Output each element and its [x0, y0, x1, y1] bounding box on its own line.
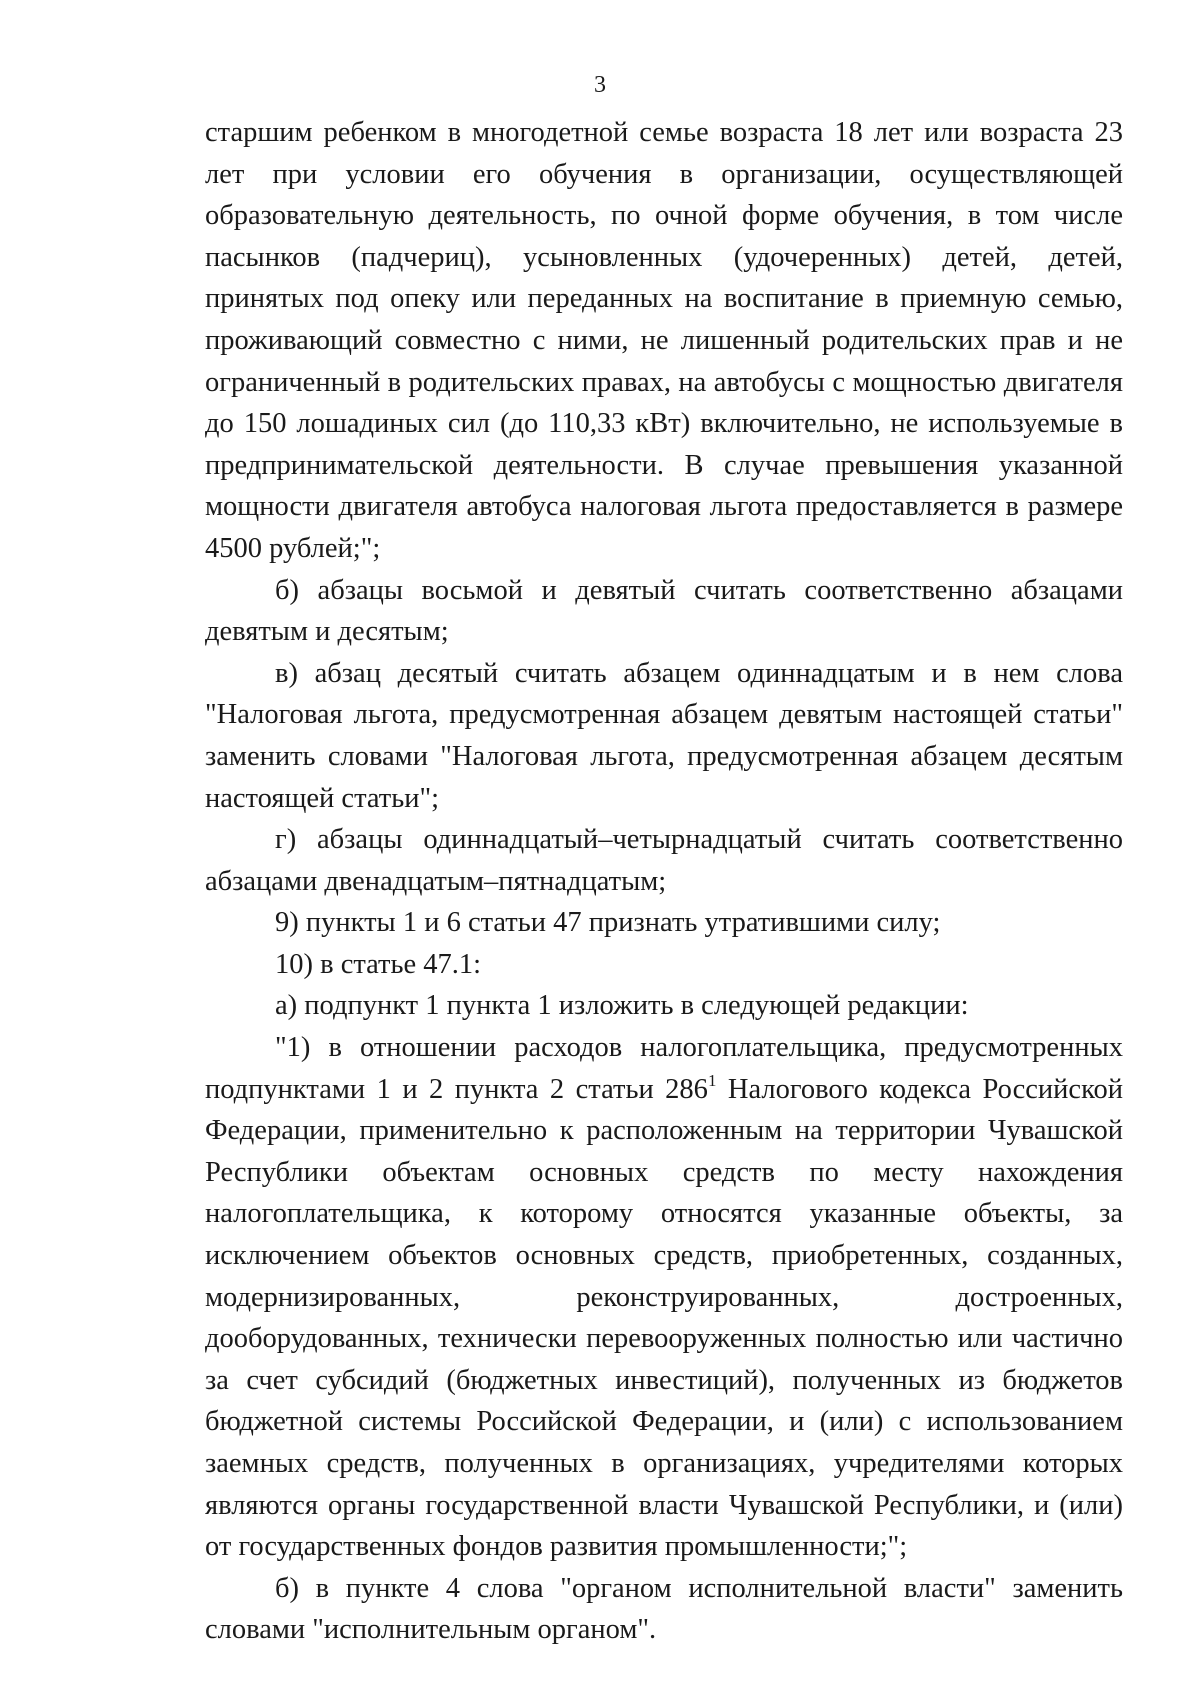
superscript-marker: 1	[707, 1070, 717, 1090]
paragraph-item-10: 10) в статье 47.1:	[275, 948, 482, 980]
paragraph-v-amend: в) абзац десятый считать абзацем одиннадцатым и в нем слова "Налоговая льгота, предусмотренная абзацем девятым настоящей статьи" заменить словами "Налоговая льгота, предусмотренная абзацем десятым настоящей статьи";	[205, 657, 1123, 814]
quoted-text-before: "1) в отношении расходов налогоплательщика, предусмотренных подпунктами 1 и 2 пункта 2 статьи 286	[205, 1032, 1123, 1105]
page-number: 3	[594, 72, 606, 98]
paragraph-item-9: 9) пункты 1 и 6 статьи 47 признать утратившими силу;	[275, 907, 941, 939]
paragraph-quoted-subitem-1	[205, 1027, 1123, 1568]
paragraph-b-renumber: б) абзацы восьмой и девятый считать соответственно абзацами девятым и десятым;	[205, 574, 1123, 648]
document-body	[205, 112, 1123, 1651]
paragraph-g-renumber: г) абзацы одиннадцатый–четырнадцатый считать соответственно абзацами двенадцатым–пятнадцатым;	[205, 824, 1123, 897]
paragraph-b-point-4: б) в пункте 4 слова "органом исполнительной власти" заменить словами "исполнительным органом".	[205, 1572, 1123, 1646]
paragraph-a-subitem: а) подпункт 1 пункта 1 изложить в следующей редакции:	[275, 990, 969, 1022]
quoted-text-after: Налогового кодекса Российской Федерации, применительно к расположенным на территории Чувашской Республики объектам основных средств по месту нахождения налогоплательщика, к которому относятся указанные объекты, за исключением объектов основных средств, приобретенных, созданных, модернизированных, реконструированных, достроенных, дооборудованных, технически перевооруженных полностью или частично за счет субсидий (бюджетных инвестиций), полученных из бюджетов бюджетной системы Российской Федерации, и (или) с использованием заемных средств, полученных в организациях, учредителями которых являются органы государственной власти Чувашской Республики, и (или) от государственных фондов развития промышленности;";	[205, 1073, 1123, 1563]
paragraph-continuation: старшим ребенком в многодетной семье возраста 18 лет или возраста 23 лет при условии его обучения в организации, осуществляющей образовательную деятельность, по очной форме обучения, в том числе пасынков (падчериц), усыновленных (удочеренных) детей, детей, принятых под опеку или переданных на воспитание в приемную семью, проживающий совместно с ними, не лишенный родительских прав и не ограниченный в родительских правах, на автобусы с мощностью двигателя до 150 лошадиных сил (до 110,33 кВт) включительно, не используемые в предпринимательской деятельности. В случае превышения указанной мощности двигателя автобуса налоговая льгота предоставляется в размере 4500 рублей;";	[205, 117, 1123, 564]
